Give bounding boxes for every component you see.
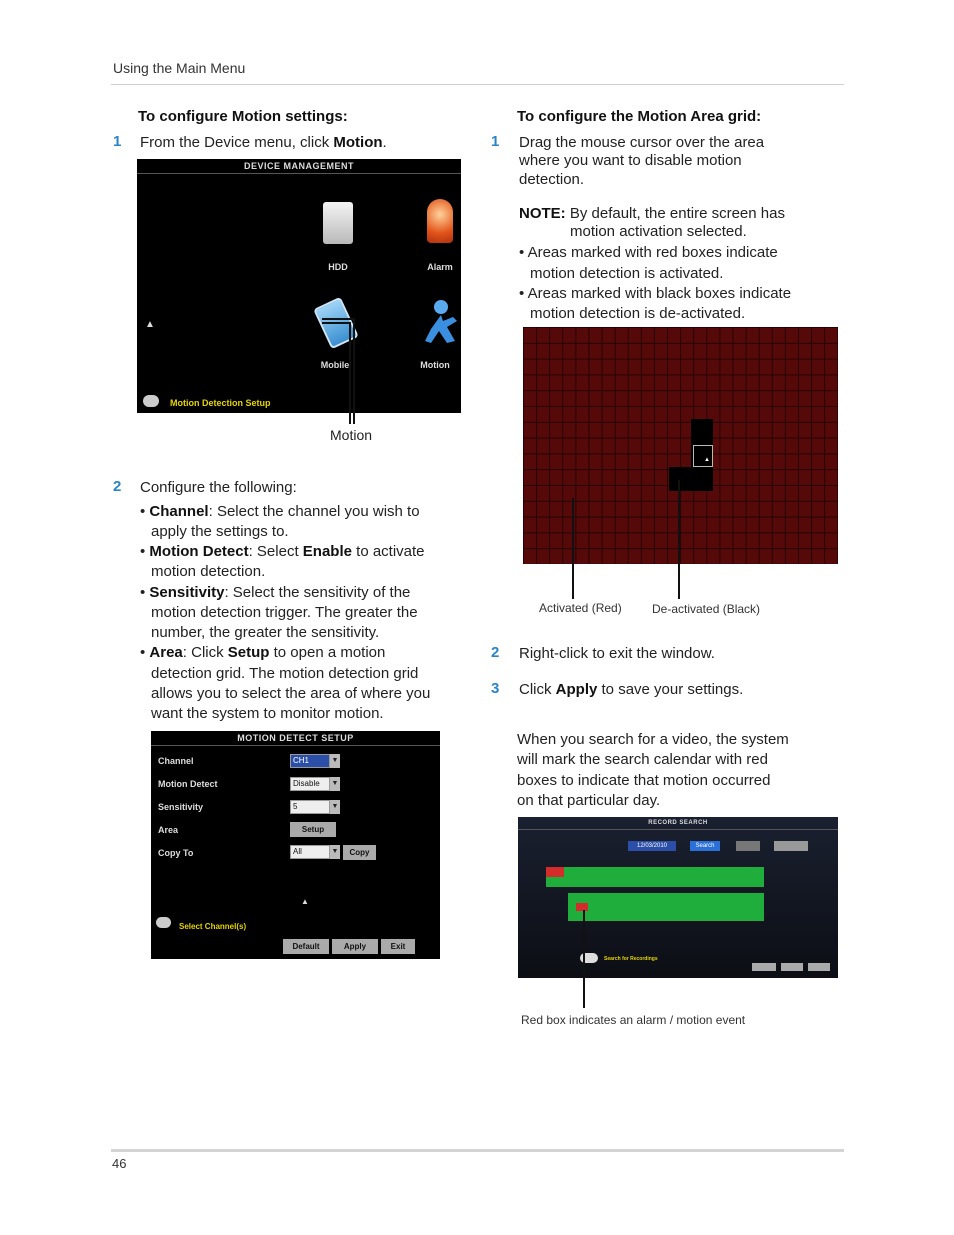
screen-title: RECORD SEARCH: [648, 820, 708, 826]
step-number: 1: [491, 133, 500, 150]
bullet-cont: motion detection.: [151, 563, 266, 580]
chevron-down-icon[interactable]: ▼: [330, 845, 340, 859]
motion-detect-setup-screenshot: [151, 731, 440, 959]
bullet-area: • Area: Click Setup to open a motion: [140, 644, 386, 661]
callout-line: [678, 480, 680, 599]
alarm-icon: [427, 199, 453, 243]
step-number: 2: [491, 644, 500, 661]
deactivated-caption: De-activated (Black): [652, 602, 761, 616]
chevron-down-icon[interactable]: ▼: [330, 754, 340, 768]
callout-line: [322, 322, 349, 324]
step-text: Right-click to exit the window.: [519, 645, 715, 662]
calendar-row: [546, 867, 764, 887]
step-text: where you want to disable motion: [519, 152, 742, 169]
step-number: 2: [113, 478, 122, 495]
bullet-motion-detect: • Motion Detect: Select Enable to activate: [140, 543, 425, 560]
mouse-icon: [143, 395, 159, 407]
callout-line: [349, 322, 351, 424]
apply-button[interactable]: Apply: [332, 939, 378, 954]
date-field[interactable]: 12/03/2010: [628, 841, 676, 851]
note-text: motion activation selected.: [570, 223, 747, 240]
alarm-day-marker: [546, 867, 564, 877]
callout-line: [322, 318, 353, 320]
default-button[interactable]: Default: [283, 939, 329, 954]
cursor-icon: ▲: [704, 457, 710, 463]
left-heading: To configure Motion settings:: [138, 108, 348, 125]
menu-label: Alarm: [427, 262, 453, 272]
activated-caption: Activated (Red): [539, 601, 622, 615]
step-number: 3: [491, 680, 500, 697]
copy-to-select[interactable]: All: [290, 845, 330, 859]
running-header: Using the Main Menu: [113, 60, 246, 76]
note-bullet: motion detection is de-activated.: [530, 305, 746, 322]
field-label: Channel: [158, 756, 194, 766]
callout-line: [572, 498, 574, 599]
status-text: Search for Recordings: [604, 956, 658, 962]
step-text: Drag the mouse cursor over the area: [519, 134, 765, 151]
callout-line: [583, 910, 585, 1008]
deactivated-block: [669, 467, 713, 491]
nav-button[interactable]: [781, 963, 803, 971]
bullet-cont: apply the settings to.: [151, 523, 289, 540]
device-management-screenshot: [137, 159, 461, 413]
bullet-channel: • Channel: Select the channel you wish to: [140, 503, 420, 520]
paragraph-line: will mark the search calendar with red: [517, 751, 768, 768]
calendar-row: [568, 893, 764, 921]
paragraph-line: When you search for a video, the system: [517, 731, 789, 748]
page-number: 46: [112, 1156, 127, 1171]
field-label: Sensitivity: [158, 802, 204, 812]
field-label: Copy To: [158, 848, 194, 858]
channel-select[interactable]: CH1: [290, 754, 330, 768]
chevron-down-icon[interactable]: ▼: [330, 800, 340, 814]
time-field[interactable]: [736, 841, 760, 851]
menu-label: Mobile: [320, 360, 350, 370]
status-text: Motion Detection Setup: [170, 398, 271, 408]
selection-box: [693, 445, 713, 467]
note-bullet: • Areas marked with black boxes indicate: [519, 285, 792, 302]
search-button[interactable]: Search: [690, 841, 720, 851]
copy-button[interactable]: Copy: [343, 845, 376, 860]
callout-line: [353, 318, 355, 424]
alarm-day-marker: [576, 903, 588, 911]
field-label: Area: [158, 825, 179, 835]
mouse-icon: [156, 917, 171, 928]
right-heading: To configure the Motion Area grid:: [517, 108, 762, 125]
record-search-screenshot: [518, 817, 838, 978]
step-text: Configure the following:: [140, 479, 297, 496]
cursor-icon: ▲: [301, 897, 309, 906]
status-text: Select Channel(s): [179, 922, 247, 931]
paragraph-line: on that particular day.: [517, 792, 661, 809]
paragraph-line: boxes to indicate that motion occurred: [517, 772, 771, 789]
hdd-icon: [323, 202, 353, 244]
nav-button[interactable]: [752, 963, 776, 971]
bullet-cont: motion detection trigger. The greater the: [151, 604, 418, 621]
note-bullet: • Areas marked with red boxes indicate: [519, 244, 778, 261]
sensitivity-select[interactable]: 5: [290, 800, 330, 814]
footer-rule: [111, 1149, 844, 1152]
step-text: From the Device menu, click Motion.: [140, 134, 387, 151]
record-search-caption: Red box indicates an alarm / motion event: [521, 1013, 746, 1027]
motion-area-grid[interactable]: [523, 327, 838, 564]
step-text: Click Apply to save your settings.: [519, 681, 744, 698]
chevron-down-icon[interactable]: ▼: [330, 777, 340, 791]
menu-label: Motion: [420, 360, 450, 370]
header-rule: [111, 84, 844, 85]
playback-button[interactable]: [774, 841, 808, 851]
bullet-cont: want the system to monitor motion.: [151, 705, 384, 722]
nav-button[interactable]: [808, 963, 830, 971]
step-number: 1: [113, 133, 122, 150]
motion-icon: [421, 299, 461, 350]
menu-label: HDD: [328, 262, 348, 272]
screen-title: MOTION DETECT SETUP: [237, 733, 354, 743]
step-text: detection.: [519, 171, 585, 188]
bullet-cont: allows you to select the area of where you: [151, 685, 431, 702]
bullet-cont: detection grid. The motion detection grid: [151, 665, 419, 682]
note-text: NOTE: By default, the entire screen has: [519, 205, 785, 222]
cursor-icon: ▲: [145, 319, 155, 330]
exit-button[interactable]: Exit: [381, 939, 415, 954]
motion-caption: Motion: [330, 427, 373, 443]
motion-detect-select[interactable]: Disable: [290, 777, 330, 791]
bullet-cont: number, the greater the sensitivity.: [151, 624, 380, 641]
screen-title: DEVICE MANAGEMENT: [243, 161, 354, 171]
area-setup-button[interactable]: Setup: [290, 822, 336, 837]
bullet-sensitivity: • Sensitivity: Select the sensitivity of the: [140, 584, 411, 601]
note-bullet: motion detection is activated.: [530, 265, 724, 282]
field-label: Motion Detect: [158, 779, 218, 789]
